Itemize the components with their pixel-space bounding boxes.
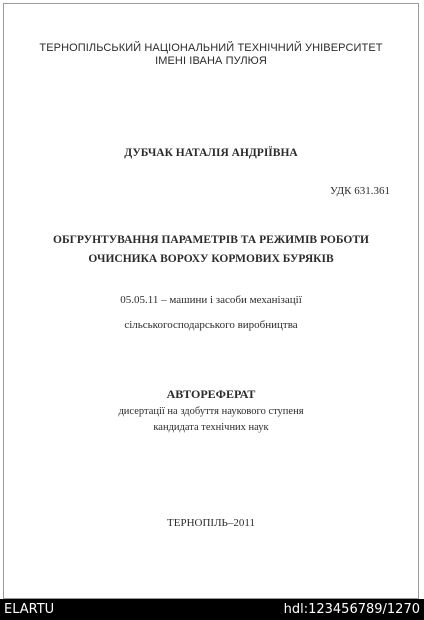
handle-identifier: hdl:123456789/1270 [283,602,420,617]
document-page [3,3,419,599]
author-name: ДУБЧАК НАТАЛІЯ АНДРІЇВНА [124,147,298,159]
udk-code: УДК 631.361 [329,185,390,197]
repository-label: ELARTU [4,602,55,617]
specialty-line2: сільськогосподарського виробництва [124,319,298,331]
university-name-line1: ТЕРНОПІЛЬСЬКИЙ НАЦІОНАЛЬНИЙ ТЕХНІЧНИЙ УНІВЕРСИТЕТ [39,42,383,54]
city-year: ТЕРНОПІЛЬ–2011 [167,517,255,529]
thesis-title-line1: ОБГРУНТУВАННЯ ПАРАМЕТРІВ ТА РЕЖИМІВ РОБОТИ [53,234,369,246]
thesis-title-line2: ОЧИСНИКА ВОРОХУ КОРМОВИХ БУРЯКІВ [88,253,334,265]
specialty-line1: 05.05.11 – машини і засоби механізації [120,294,302,306]
degree-line2: кандидата технічних наук [153,422,269,433]
document-type: АВТОРЕФЕРАТ [166,387,256,401]
footer-bar [0,599,424,620]
university-name-line2: ІМЕНІ ІВАНА ПУЛЮЯ [155,55,267,67]
degree-line1: дисертації на здобуття наукового ступеня [118,406,304,417]
